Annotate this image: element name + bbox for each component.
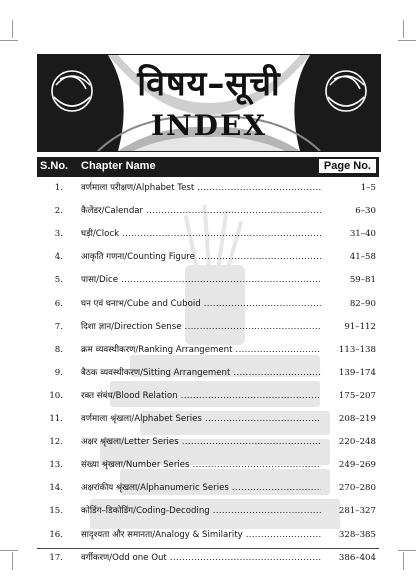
table-row [37, 293, 379, 315]
table-header [37, 157, 379, 177]
row-serial-number: 9. [54, 367, 63, 378]
table-row [37, 454, 379, 476]
table-row [37, 200, 379, 222]
row-page-range: 281–327 [338, 506, 376, 517]
table-bottom-rule [37, 548, 379, 549]
row-page-range: 91–112 [344, 321, 376, 332]
row-serial-number: 1. [54, 183, 63, 193]
table-row [37, 408, 379, 430]
row-chapter-title: वर्णमाला श्रृंखला/Alphabet Series ..... [81, 408, 321, 430]
row-serial-number: 15. [49, 506, 63, 517]
row-serial-number: 13. [49, 460, 63, 471]
row-chapter-title: क्रम व्यवस्थीकरण/Ranking Arrangement ..... [81, 339, 321, 361]
crop-mark [403, 552, 404, 570]
row-chapter-title: कैलेंडर/Calendar ..... [81, 200, 321, 222]
row-page-range: 270–280 [338, 483, 376, 494]
row-page-range: 249–269 [338, 460, 376, 471]
row-serial-number: 8. [54, 344, 63, 355]
row-chapter-title: कोडिंग–डिकोडिंग/Coding-Decoding ..... [81, 500, 321, 522]
row-serial-number: 2. [54, 206, 63, 217]
row-chapter-title: घन एवं घनाभ/Cube and Cuboid ..... [81, 293, 321, 315]
row-serial-number: 11. [49, 414, 63, 424]
row-chapter-title: अक्षरांकीय श्रृंखला/Alphanumeric Series ..... [81, 477, 321, 499]
row-chapter-title: आकृति गणना/Counting Figure ..... [81, 246, 321, 268]
index-title-english: INDEX [150, 109, 268, 142]
row-page-range: 328–385 [338, 529, 376, 540]
table-row [37, 316, 379, 338]
row-page-range: 386–404 [338, 552, 376, 563]
index-banner [37, 54, 381, 152]
row-serial-number: 14. [49, 483, 63, 494]
row-page-range: 82–90 [349, 298, 376, 309]
table-row [37, 385, 379, 407]
table-row [37, 362, 379, 384]
row-serial-number: 12. [49, 437, 63, 448]
row-serial-number: 10. [49, 390, 63, 401]
row-serial-number: 6. [54, 298, 63, 309]
table-row [37, 269, 379, 291]
row-page-range: 139–174 [338, 367, 376, 378]
crop-mark [12, 552, 13, 570]
row-chapter-title: वर्गीकरण/Odd one Out ..... [81, 547, 321, 569]
row-page-range: 175–207 [338, 390, 376, 401]
table-row [37, 431, 379, 453]
index-title-hindi: विषय–सूची [137, 64, 281, 104]
row-page-range: 1–5 [360, 183, 376, 193]
crop-mark [398, 40, 416, 41]
table-row [37, 547, 379, 569]
row-chapter-title: सादृश्यता और समानता/Analogy & Similarity ..... [81, 524, 321, 546]
crop-mark [398, 550, 416, 551]
row-page-range: 41–58 [349, 252, 376, 263]
row-chapter-title: बैठक व्यवस्थीकरण/Sitting Arrangement ..... [81, 362, 321, 384]
row-page-range: 59–81 [349, 275, 376, 286]
row-chapter-title: दिशा ज्ञान/Direction Sense ..... [81, 316, 321, 338]
row-serial-number: 7. [54, 321, 63, 332]
row-chapter-title: घड़ी/Clock ..... [81, 223, 321, 245]
table-row [37, 223, 379, 245]
row-page-range: 6–30 [355, 206, 376, 217]
row-chapter-title: संख्या श्रृंखला/Number Series ..... [81, 454, 321, 476]
crop-mark [0, 40, 18, 41]
crop-mark [0, 550, 18, 551]
table-row [37, 500, 379, 522]
header-page-number: Page No. [319, 159, 376, 173]
row-serial-number: 17. [49, 552, 63, 563]
row-chapter-title: पासा/Dice ..... [81, 269, 321, 291]
row-chapter-title: वर्णमाला परीक्षण/Alphabet Test ..... [81, 177, 321, 199]
row-serial-number: 3. [54, 229, 63, 240]
header-serial-number: S.No. [40, 160, 69, 172]
table-row [37, 177, 379, 199]
row-serial-number: 5. [54, 275, 63, 286]
row-serial-number: 16. [49, 529, 63, 540]
row-page-range: 208–219 [338, 414, 376, 424]
row-page-range: 220–248 [338, 437, 376, 448]
crop-mark [12, 20, 13, 38]
row-chapter-title: अक्षर श्रृंखला/Letter Series ..... [81, 431, 321, 453]
table-row [37, 339, 379, 361]
row-chapter-title: रक्त संबंध/Blood Relation ..... [81, 385, 321, 407]
table-row [37, 246, 379, 268]
table-row [37, 524, 379, 546]
row-serial-number: 4. [54, 252, 63, 263]
row-page-range: 113–138 [338, 344, 376, 355]
header-chapter-name: Chapter Name [81, 160, 156, 172]
row-page-range: 31–40 [349, 229, 376, 240]
crop-mark [403, 20, 404, 38]
table-row [37, 477, 379, 499]
